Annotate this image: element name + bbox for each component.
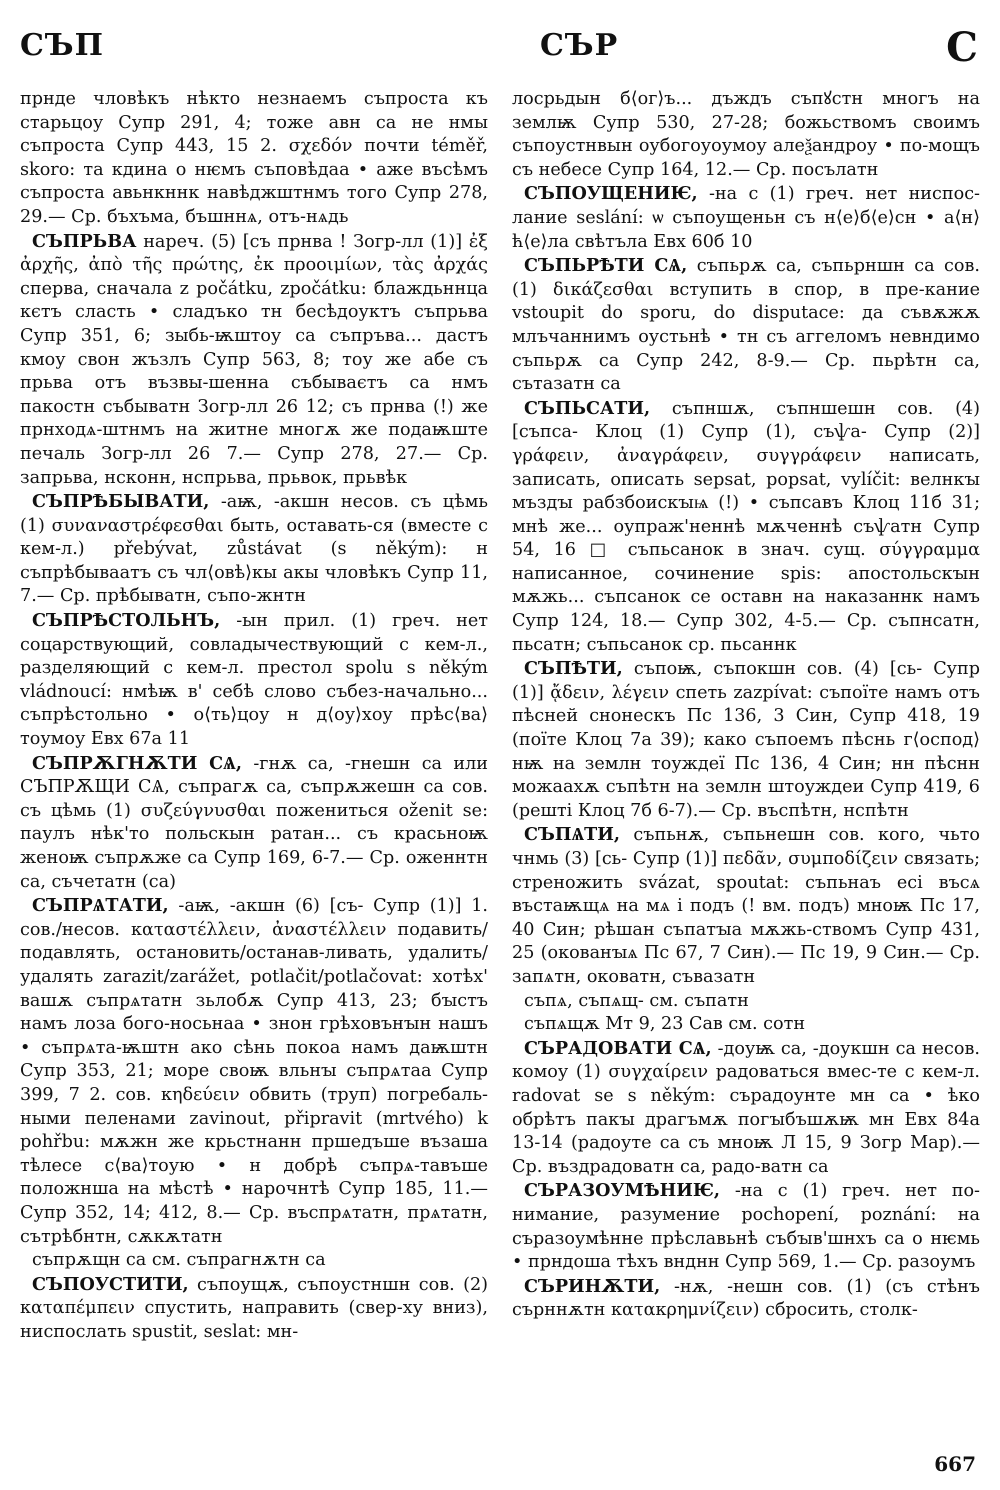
entry-headword: СЪПЬРѢТИ СѦ,	[524, 255, 688, 277]
entry-body: съпншѫ, съпншешн сов. (4) [съпса- Клоц (1) Супр (1), съѱа- Супр (2)] γράφειν, ἀναγράφειν, συγγράφειν написать, записать, описать sepsat, popsat, vylíčit: велнкꙑ мъздꙑ рабзбоискꙑѩ (!) • съпсавъ Клоц 11б 31; мнѣ же... оупраж'неннѣ мѫченнѣ съѱатн Супр 54, 16 □ съпьсанок в знач. сущ. σύγγραμμα написанное, сочинение spis: апостольскꙑн мѫжь... съпсанок се оставн на наказаннк намъ Супр 124, 18.— Супр 302, 4-5.— Ср. съпнсатн, пьсатн; съпьсанок ср. пьсаннк	[512, 398, 980, 655]
entry-headword: СЪРИНѪТИ,	[524, 1275, 661, 1297]
entry-headword: СЪРАДОВАТИ СѦ,	[524, 1037, 712, 1059]
cross-reference: съпрѫщн са см. съпрагнѫтн са	[32, 1250, 326, 1271]
entry-body: съпьрѫ са, съпьрншн са сов. (1) δικάζεσθαι вступить в спор, в пре-кание vstoupit do sporu, do disputace: да съвѫжѫ млъчаннимъ оустьнѣ • тн съ аггеломъ невндимо съпьрѫ са Супр 242, 8-9.— Ср. пьрѣтн са, сътазатн са	[512, 256, 980, 395]
entry-headword: СЪПРѢСТОЛЬНЪ,	[32, 610, 221, 632]
dictionary-entry	[512, 182, 980, 254]
entry-body: -доуѭ са, -доукшн са несов. комоу (1) συγχαίρειν радоваться вмес-те с кем-л. radovat se s někým: сърадоунте мн са • ѣко обрѣтъ пакꙑ драгъмѫ погꙑбъшѫѭ мн Евх 84а 13-14 (радоуте са съ мноѭ Л 15, 9 Зогр Мар).— Ср. въздрадоватн са, радо-ватн са	[512, 1038, 980, 1177]
entry-headword: СЪПѦТИ,	[524, 824, 620, 846]
running-header	[20, 24, 978, 76]
entry-headword: СЪПЬСАТИ,	[524, 397, 651, 419]
entry-body: -ын прил. (1) греч. нет соцарствующий, совладычествующий с кем-л., разделяющий с кем-л. престол spolu s někým vládnoucí: нмѣѭ в' себѣ слово събез-начально... съпрѣстольно • о⟨ть⟩цоу н д⟨оу⟩хоу прѣс⟨ва⟩тоумоу Евх 67а 11	[20, 611, 488, 750]
entry-body: -аѭ, -акшн несов. съ цѣмь (1) συναναστρέφεσθαι быть, оставать-ся (вместе с кем-л.) přebývat, zůstávat (s někým): н съпрѣбываатъ съ чл⟨овѣ⟩кы акы чловѣкъ Супр 11, 7.— Ср. прѣбыватн, съпо-жнтн	[20, 492, 488, 607]
entry-headword: СЪПРѪГНѪТИ СѦ,	[32, 752, 243, 774]
dictionary-entry	[512, 1037, 980, 1180]
entry-headword: СЪПРѢБЫВАТИ,	[32, 491, 210, 513]
entry-headword: СЪПРЬВА	[32, 230, 137, 252]
right-column	[512, 88, 980, 1323]
entry-headword: СЪПОУЩЕНИѤ,	[524, 183, 698, 205]
entry-body: нареч. (5) [съ прнва ! Зогр-лл (1)] ἐξ ἀρχῆς, ἀπὸ τῆς πρώτης, ἐκ προοιμίων, τὰς ἀρχάς сперва, сначала z počátku, zpočátku: блаждьннца кєтъ сласть • сладъко тн бесѣдоуктъ съпрьва Супр 351, 6; зыбь-ѭштоу са съпръва... дастъ кмоу свон жъзлъ Супр 563, 8; тоу же абе съ прьва отъ възвы-шенна събываєтъ са нмъ пакостн събыватн Зогр-лл 26 12; съ прнва (!) же прнходѧ-штнмъ на житне многѫ же подаѭште печаль Зогр-лл 26 7.— Супр 278, 27.— Ср. запрьва, нсконн, нспрьва, прьвок, прьвѣк	[20, 231, 488, 488]
entry-body: -на с (1) греч. нет ниспос-лание seslání: ѡ съпоущеньн съ н⟨е⟩б⟨е⟩сн • а⟨н⟩ћ⟨е⟩ла свѣтъла Евх 60б 10	[512, 184, 981, 252]
entry-headword: СЪПѢТИ,	[524, 658, 623, 680]
dictionary-entry	[512, 1179, 980, 1274]
entry-continuation: прнде чловѣкъ нѣкто незнаемъ съпроста къ старьцоу Супр 291, 4; тоже авн са не нмы съпроста Супр 443, 15 2. σχεδόν почти téměř, skoro: та кдина о нѥмъ съповѣдаа • аже въсѣмъ съпроста авьнкннк навѣджштнмъ того Супр 278, 29.— Ср. бъхъма, бъшннѧ, отъ-нѧдь	[20, 89, 488, 227]
page-number: 667	[934, 1452, 976, 1476]
header-section-letter: С	[946, 24, 978, 71]
dictionary-entry	[20, 1273, 488, 1345]
dictionary-entry	[512, 1275, 980, 1323]
dictionary-entry	[512, 657, 980, 823]
dictionary-entry	[512, 397, 980, 658]
entry-headword: СЪРАЗОУМѢНИѤ,	[524, 1180, 721, 1202]
entry-headword: СЪПРѦТАТИ,	[32, 895, 169, 917]
dictionary-entry	[20, 230, 488, 491]
dictionary-entry	[512, 823, 980, 989]
entry-body: съпоущѫ, съпоустншн сов. (2) καταπέμπειν спустить, направить (свер-ху вниз), ниспослать spustit, seslat: мн-	[20, 1274, 488, 1342]
dictionary-entry	[20, 490, 488, 609]
entry-body: съпьнѫ, съпьнешн сов. кого, чьто чнмь (3) [сь- Супр (1)] πεδᾶν, συμποδίζειν связать; стреножить svázat, spoutat: съпьнаъ есі въсѧ въстаѭщѧ на мѧ і подъ (! вм. подъ) мноѭ Пс 17, 40 Син; рѣшан съпатꙑа мѫжь-ствомъ Супр 431, 25 (окованꙑѧ Пс 67, 7 Син).— Пс 19, 9 Син.— Ср. запѧтн, оковатн, съвазатн	[512, 825, 980, 987]
header-left-headword: СЪП	[20, 28, 104, 63]
header-right-headword: СЪР	[540, 28, 619, 63]
entry-body: -нѫ, -нешн сов. (1) (съ стѣнъ сърннѫтн κατακρημνίζειν) сбросить, столк-	[512, 1276, 980, 1321]
entry-body: съпоѭ, съпокшн сов. (4) [сь- Супр (1)] ᾄδειν, λέγειν спеть zazpívat: съпоїте намъ отъ пѣсней снонескъ Пс 136, 3 Син, Супр 418, 19 (поїте Клоц 7а 39); како съпоемъ пѣснь г⟨оспод⟩нѭ на землн тоуждеї Пс 136, 4 Син; нн пѣснн можаахѫ съпѣтн на землн штоуждеи Супр 419, 6 (решті Клоц 7б 6-7).— Ср. въспѣтн, нспѣтн	[512, 659, 981, 821]
cross-reference: съпѧщѫ Мт 9, 23 Сав см. сотн	[524, 1014, 806, 1035]
dictionary-entry	[20, 752, 488, 895]
cross-reference: съпѧ, съпѧщ- см. съпатн	[524, 990, 749, 1011]
entry-headword: СЪПОУСТИТИ,	[32, 1273, 189, 1295]
dictionary-entry	[512, 254, 980, 397]
dictionary-entry	[20, 894, 488, 1249]
entry-body: -аѭ, -акшн (6) [съ- Супр (1)] 1. сов./несов. καταστέλλειν, ἀναστέλλειν подавить/подавлять, остановить/останав-ливать, удалить/удалять zarazit/zarážet, potlačit/potlačovat: хотѣх' вашѫ съпрѧтатн зьлобѫ Супр 413, 23; бꙑстъ намъ лоза бого-носьнаа • знон грѣховънꙑн нашъ • съпрѧта-ѭштн ако сѣнь покоа намъ даѭштн Супр 353, 21; море своѭ вльнꙑ съпрѧтаа Супр 399, 7 2. сов. κηδεύειν обвить (труп) погребаль-ными пеленами zavinout, připravit (mrtvého) k pohřbu: мѫжн же крьстнанн пршедъше възаша тѣлесе с⟨ва⟩тоую • н добрѣ съпрѧ-тавъше положнша на мѣстѣ • нарочнтѣ Супр 185, 11.— Супр 352, 14; 412, 8.— Ср. въспрѧтатн, прѧтатн, сътрѣбнтн, сѫкѫтатн	[20, 896, 489, 1247]
entry-body: -гнѫ са, -гнешн са или СЪПРѪЩИ СѦ, съпрагѫ са, съпрѫжешн са сов. съ цѣмь (1) συζεύγνυσθαι пожениться oženit se: паулъ нѣк'то польскын ратан... съ красьноѭ женоѭ съпрѫже са Супр 169, 6-7.— Ср. оженнтн са, съчетатн (са)	[20, 753, 488, 892]
dictionary-entry	[20, 609, 488, 752]
entry-body: -на с (1) греч. нет по-нимание, разумение pochopení, poznání: на сърaзоумѣнне прѣславьнѣ събꙑв'шнхъ са о нѥмь • прндоша тѣхъ внднн Супр 569, 1.— Ср. разоумъ	[512, 1181, 980, 1273]
entry-continuation: лосрьдын б⟨ог⟩ъ... дъждъ съпꙋстн многъ на землѭ Супр 530, 27-28; божьствомъ своимъ съпоустнвын оубогоуоумоу алеѯандроу • по-мощъ съ небесе Супр 164, 12.— Ср. посълатн	[512, 89, 980, 180]
left-column	[20, 88, 488, 1344]
